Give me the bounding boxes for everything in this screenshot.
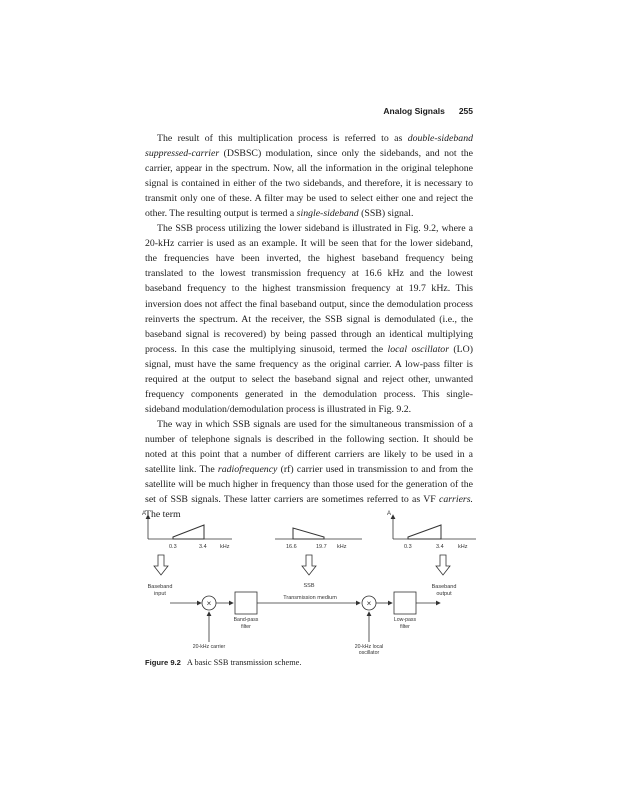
figure-caption bbox=[145, 658, 475, 667]
text-run: The SSB process utilizing the lower sideband is illustrated in Fig. 9.2, where a 20-kHz carrier is used as an example. It will be seen that for the lower sideband, the frequencies have been inverted, the highest baseband frequency being translated to the lowest transmission frequency at 16.6 kHz and the lowest baseband frequency to the highest transmission frequency at 19.7 kHz. This inversion does not affect the final baseband output, since the demodulation process reinverts the spectrum. At the receiver, the SSB signal is demodulated (i.e., the baseband signal is recovered) by being passed through an identical multiplying process. In this case the multiplying sinusoid, termed the bbox=[145, 223, 473, 355]
text-run: (SSB) signal. bbox=[358, 208, 414, 220]
amp-label: A bbox=[387, 511, 392, 517]
baseband-input-label: Baseband bbox=[147, 584, 173, 590]
chapter-title: Analog Signals bbox=[383, 106, 445, 116]
caption-text: A basic SSB transmission scheme. bbox=[186, 658, 302, 667]
text-run: (DSBSC) modulation, since only the sidebands, and not the carrier, appear in the spectrum. Now, all the information in the original telephone signal is contained in either of the two sidebands, and therefore, it is necessary to transmit only one of these. A filter may be used to select either one and reject the other. The resulting output is termed a bbox=[145, 148, 473, 220]
bandpass-filter-label: filter bbox=[241, 624, 251, 630]
hollow-arrow-down bbox=[154, 555, 450, 575]
body-text bbox=[145, 131, 473, 522]
italic-term: radiofrequency bbox=[217, 464, 278, 476]
paragraph bbox=[145, 221, 473, 417]
text-run: (rf) carrier used in transmission to and from the satellite will be much higher in frequency than those used for the generation of the set of SSB signals. These latter carriers are sometimes referred to as VF bbox=[145, 464, 473, 506]
lowpass-filter-label: filter bbox=[400, 624, 410, 630]
multiplier-symbol: × bbox=[206, 599, 212, 608]
ssb-block-diagram bbox=[140, 503, 480, 655]
bandpass-filter-label: Band-pass bbox=[233, 617, 259, 623]
baseband-input-label: input bbox=[154, 591, 166, 597]
amp-label: A bbox=[142, 511, 147, 517]
unit-label: kHz bbox=[220, 544, 230, 550]
local-oscillator-label: oscillator bbox=[358, 650, 380, 655]
lowpass-filter-label: Low-pass bbox=[393, 617, 417, 623]
spectrum-middle bbox=[275, 528, 362, 550]
local-oscillator-label: 20-kHz local bbox=[354, 644, 384, 650]
text-run: The result of this multiplication process is referred to as bbox=[157, 133, 408, 144]
tick-label: 3.4 bbox=[436, 544, 444, 550]
transmission-medium-label: Transmission medium bbox=[283, 595, 337, 601]
baseband-output-label: Baseband bbox=[431, 584, 457, 590]
carrier-label: 20-kHz carrier bbox=[192, 644, 226, 650]
tick-label: 0.3 bbox=[169, 544, 177, 550]
italic-term: local oscillator bbox=[387, 343, 450, 355]
paragraph bbox=[145, 131, 473, 221]
text-run: (LO) signal, must have the same frequency as the original carrier. A low-pass filter is required at the output to select the baseband signal and reject other, unwanted frequency components generated in the demodulation process. This single-sideband modulation/demodulation process is illustrated in Fig. 9.2. bbox=[145, 343, 473, 415]
italic-term: single-sideband bbox=[296, 208, 359, 220]
unit-label: kHz bbox=[337, 544, 347, 550]
tick-label: 16.6 bbox=[286, 544, 297, 550]
spectrum-right bbox=[387, 511, 476, 550]
figure-ssb-diagram bbox=[140, 503, 480, 655]
spectrum-left bbox=[142, 511, 232, 550]
tick-label: 0.3 bbox=[404, 544, 412, 550]
unit-label: kHz bbox=[458, 544, 468, 550]
caption-label: Figure 9.2 bbox=[145, 658, 181, 667]
text-run: The term bbox=[145, 509, 181, 521]
page-number: 255 bbox=[458, 106, 473, 116]
running-head bbox=[145, 106, 473, 116]
baseband-output-label: output bbox=[436, 591, 452, 597]
multiplier-symbol: × bbox=[366, 599, 372, 608]
tick-label: 19.7 bbox=[316, 544, 327, 550]
italic-term: carriers. bbox=[438, 494, 473, 506]
italic-term: double-sideband suppressed-carrier bbox=[145, 133, 473, 160]
text-run: The way in which SSB signals are used for the simultaneous transmission of a number of telephone signals is described in the following section. It should be noted at this point that a number of different carriers are likely to be used in a satellite link. The bbox=[145, 418, 473, 476]
tick-label: 3.4 bbox=[199, 544, 207, 550]
ssb-label: SSB bbox=[303, 583, 315, 589]
